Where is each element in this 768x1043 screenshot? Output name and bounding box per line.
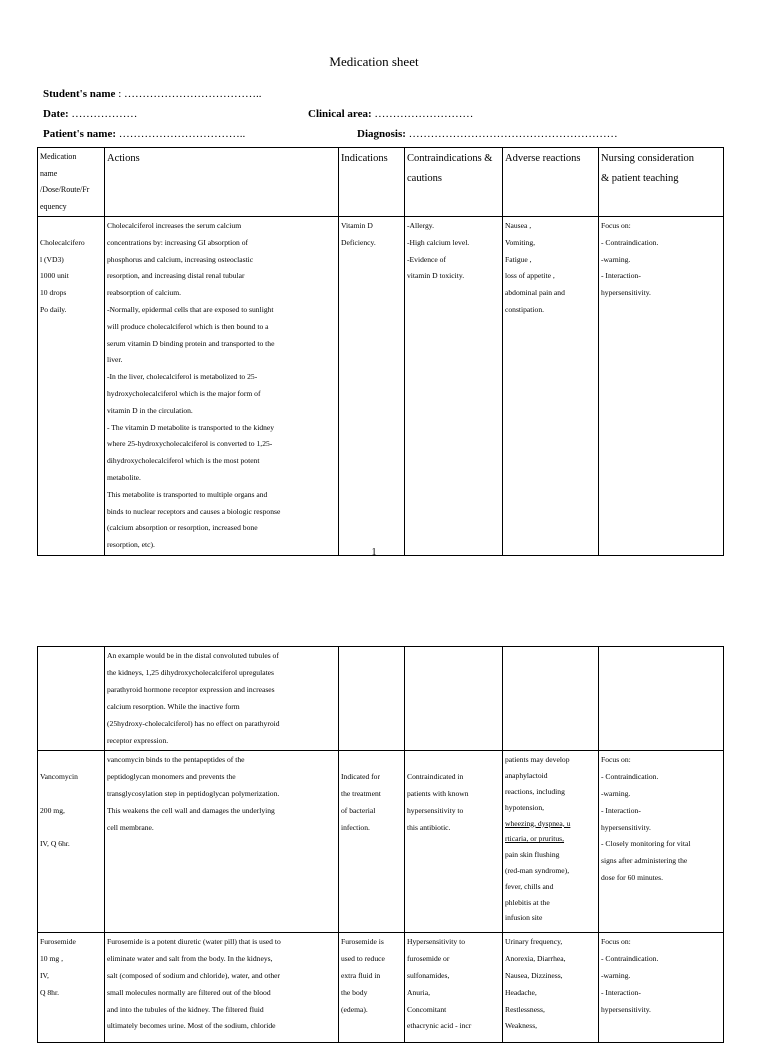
cell-actions: Cholecalciferol increases the serum calcium concentrations by: increasing GI absorption of phosphorus and calcium, increasing osteoclastic resorption, and increasing distal renal tubular reabsorption of calcium. -Normally, epidermal cells that are exposed to sunlight will produce cholecalciferol which is then bound to a serum vitamin D binding protein and transported to the liver. -In the liver, cholecalciferol is metabolized to 25- hydroxycholecalciferol which is the major form of vitamin D in the circulation. - The vitamin D metabolite is transported to the kidney where 25-hydroxycholecalciferol is converted to 1,25- dihydroxycholecalciferol which is the most potent metabolite. This metabolite is transported to multiple organs and binds to nuclear receptors and causes a biologic response (calcium absorption or resorption, increased bone resorption, etc). xyxy=(105,217,339,556)
patient-name-label: Patient's name: xyxy=(43,128,117,140)
patient-name-field xyxy=(43,128,245,140)
student-name-label: Student's name xyxy=(43,88,116,100)
cell-indications: Vitamin D Deficiency. xyxy=(339,217,405,556)
cell-contraindications: -Allergy. -High calcium level. -Evidence of vitamin D toxicity. xyxy=(405,217,503,556)
cell-indications: Indicated for the treatment of bacterial infection. xyxy=(339,751,405,933)
cell-contraindications xyxy=(405,647,503,751)
cell-adverse: Nausea , Vomiting, Fatigue , loss of appetite , abdominal pain and constipation. xyxy=(503,217,599,556)
cell-nursing: Focus on: - Contraindication. -warning. - Interaction- hypersensitivity. - Closely monitoring for vital signs after administering the dose for 60 minutes. xyxy=(599,751,724,933)
cell-medication: Furosemide 10 mg , IV, Q 8hr. xyxy=(38,933,105,1043)
date-label: Date: xyxy=(43,108,69,120)
medication-table-page-1 xyxy=(37,147,724,556)
cell-medication: Cholecalcifero l (VD3) 1000 unit 10 drops Po daily. xyxy=(38,217,105,556)
page-title: Medication sheet xyxy=(329,54,419,69)
table-row-continued xyxy=(38,647,724,751)
clinical-area-value: ……………………… xyxy=(371,108,474,120)
date-field xyxy=(43,108,137,120)
cell-nursing xyxy=(599,647,724,751)
cell-adverse: Urinary frequency, Anorexia, Diarrhea, Nausea, Dizziness, Headache, Restlessness, Weakness, xyxy=(503,933,599,1043)
table-row-furosemide xyxy=(38,933,724,1043)
patient-name-value: …………………………….. xyxy=(116,128,246,140)
student-name-field xyxy=(43,88,262,100)
table-row-cholecalciferol xyxy=(38,217,724,556)
medication-table-page-2 xyxy=(37,646,724,1043)
cell-adverse xyxy=(503,647,599,751)
cell-actions: An example would be in the distal convoluted tubules of the kidneys, 1,25 dihydroxycholecalciferol upregulates parathyroid hormone receptor expression and increases calcium resorption. While the inactive form (25hydroxy-cholecalciferol) has no effect on parathyroid receptor expression. xyxy=(105,647,339,751)
col-header-adverse: Adverse reactions xyxy=(503,148,599,217)
cell-medication xyxy=(38,647,105,751)
col-header-nursing: Nursing consideration & patient teaching xyxy=(599,148,724,217)
cell-contraindications: Hypersensitivity to furosemide or sulfonamides, Anuria, Concomitant ethacrynic acid - incr xyxy=(405,933,503,1043)
cell-nursing: Focus on: - Contraindication. -warning. - Interaction- hypersensitivity. xyxy=(599,933,724,1043)
col-header-actions: Actions xyxy=(105,148,339,217)
diagnosis-label: Diagnosis: xyxy=(357,128,406,140)
cell-indications xyxy=(339,647,405,751)
cell-medication: Vancomycin 200 mg, IV, Q 6hr. xyxy=(38,751,105,933)
diagnosis-value: ………………………………………………… xyxy=(405,128,618,140)
clinical-area-label: Clinical area: xyxy=(308,108,372,120)
student-name-value: : ……………………………….. xyxy=(115,88,262,100)
cell-adverse: patients may develop anaphylactoid reactions, including hypotension, wheezing, dyspnea, u rticaria, or pruritus, pain skin flushing (red-man syndrome), fever, chills and phlebitis at the infusion site xyxy=(503,751,599,933)
date-value: ……………… xyxy=(68,108,138,120)
table-row-vancomycin xyxy=(38,751,724,933)
cell-actions: Furosemide is a potent diuretic (water pill) that is used to eliminate water and salt from the body. In the kidneys, salt (composed of sodium and chloride), water, and other small molecules normally are filtered out of the blood and into the tubules of the kidney. The filtered fluid ultimately becomes urine. Most of the sodium, chloride xyxy=(105,933,339,1043)
col-header-medication: Medication name /Dose/Route/Fr equency xyxy=(38,148,105,217)
cell-nursing: Focus on: - Contraindication. -warning. - Interaction- hypersensitivity. xyxy=(599,217,724,556)
cell-actions: vancomycin binds to the pentapeptides of the peptidoglycan monomers and prevents the transglycosylation step in peptidoglycan polymerization. This weakens the cell wall and damages the underlying cell membrane. xyxy=(105,751,339,933)
col-header-contraindications: Contraindications & cautions xyxy=(405,148,503,217)
clinical-area-field xyxy=(308,108,473,120)
page-number: 1 xyxy=(371,547,377,558)
cell-indications: Furosemide is used to reduce extra fluid in the body (edema). xyxy=(339,933,405,1043)
cell-contraindications: Contraindicated in patients with known hypersensitivity to this antibiotic. xyxy=(405,751,503,933)
diagnosis-field xyxy=(357,128,618,140)
col-header-indications: Indications xyxy=(339,148,405,217)
